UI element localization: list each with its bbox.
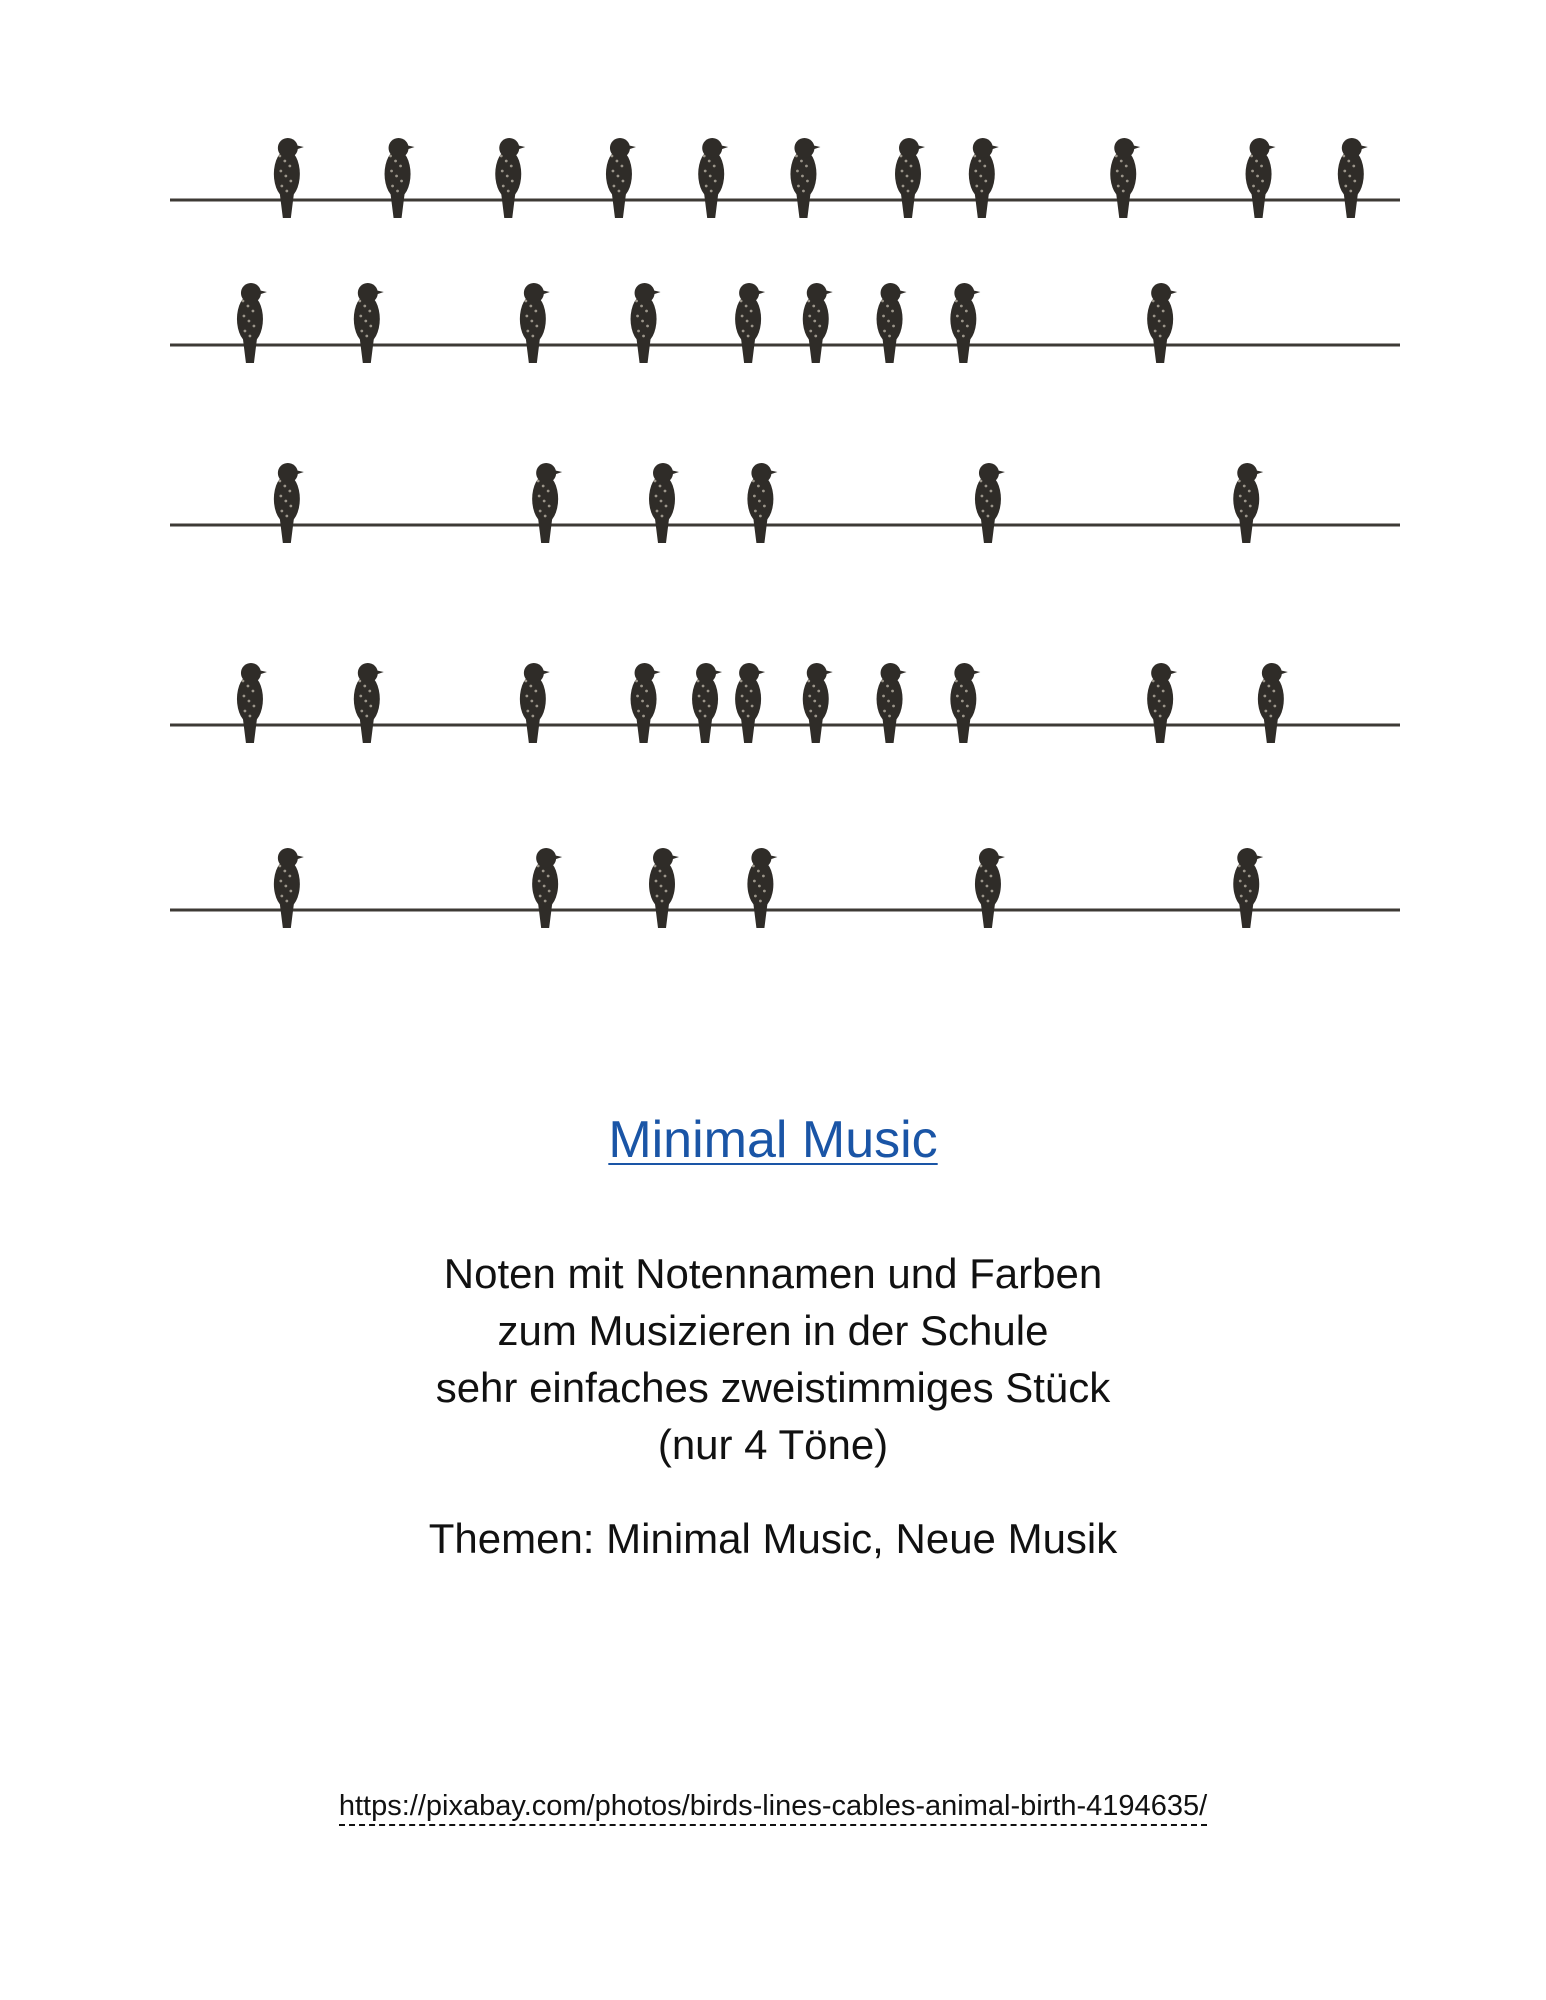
bird-icon	[747, 848, 777, 928]
bird-icon	[649, 848, 679, 928]
bird-icon	[950, 283, 980, 363]
birds-on-wires-illustration	[170, 70, 1400, 980]
bird-icon	[735, 663, 765, 743]
bird-icon	[975, 848, 1005, 928]
bird-icon	[1147, 283, 1177, 363]
bird-icon	[631, 663, 661, 743]
bird-icon	[354, 283, 384, 363]
bird-icon	[803, 283, 833, 363]
description-block	[0, 1245, 1546, 1473]
bird-icon	[649, 463, 679, 543]
bird-icon	[969, 138, 999, 218]
source-link[interactable]: https://pixabay.com/photos/birds-lines-cables-animal-birth-4194635/	[339, 1790, 1207, 1826]
birds-on-wires-image	[170, 70, 1400, 980]
title-heading	[0, 1110, 1546, 1170]
description-line: (nur 4 Töne)	[657, 1421, 889, 1468]
description-line: sehr einfaches zweistimmiges Stück	[435, 1364, 1111, 1411]
bird-icon	[354, 663, 384, 743]
bird-icon	[274, 138, 304, 218]
description-line: Noten mit Notennamen und Farben	[443, 1250, 1103, 1297]
source-credit	[0, 1788, 1546, 1824]
bird-icon	[1233, 848, 1263, 928]
bird-icon	[1110, 138, 1140, 218]
bird-icon	[237, 283, 267, 363]
bird-icon	[735, 283, 765, 363]
bird-icon	[790, 138, 820, 218]
bird-icon	[692, 663, 722, 743]
bird-icon	[877, 663, 907, 743]
bird-icon	[803, 663, 833, 743]
themes-line: Themen: Minimal Music, Neue Musik	[428, 1515, 1118, 1562]
bird-icon	[631, 283, 661, 363]
bird-icon	[274, 848, 304, 928]
bird-icon	[1233, 463, 1263, 543]
bird-icon	[1147, 663, 1177, 743]
bird-icon	[747, 463, 777, 543]
bird-icon	[495, 138, 525, 218]
bird-icon	[698, 138, 728, 218]
bird-icon	[532, 848, 562, 928]
bird-icon	[1246, 138, 1276, 218]
title-link[interactable]: Minimal Music	[608, 1111, 938, 1169]
bird-icon	[1258, 663, 1288, 743]
description-line: zum Musizieren in der Schule	[497, 1307, 1049, 1354]
bird-icon	[606, 138, 636, 218]
bird-icon	[877, 283, 907, 363]
bird-icon	[520, 283, 550, 363]
bird-icon	[895, 138, 925, 218]
bird-icon	[1338, 138, 1368, 218]
bird-icon	[385, 138, 415, 218]
bird-icon	[274, 463, 304, 543]
bird-icon	[950, 663, 980, 743]
bird-icon	[975, 463, 1005, 543]
bird-icon	[520, 663, 550, 743]
bird-icon	[237, 663, 267, 743]
bird-icon	[532, 463, 562, 543]
